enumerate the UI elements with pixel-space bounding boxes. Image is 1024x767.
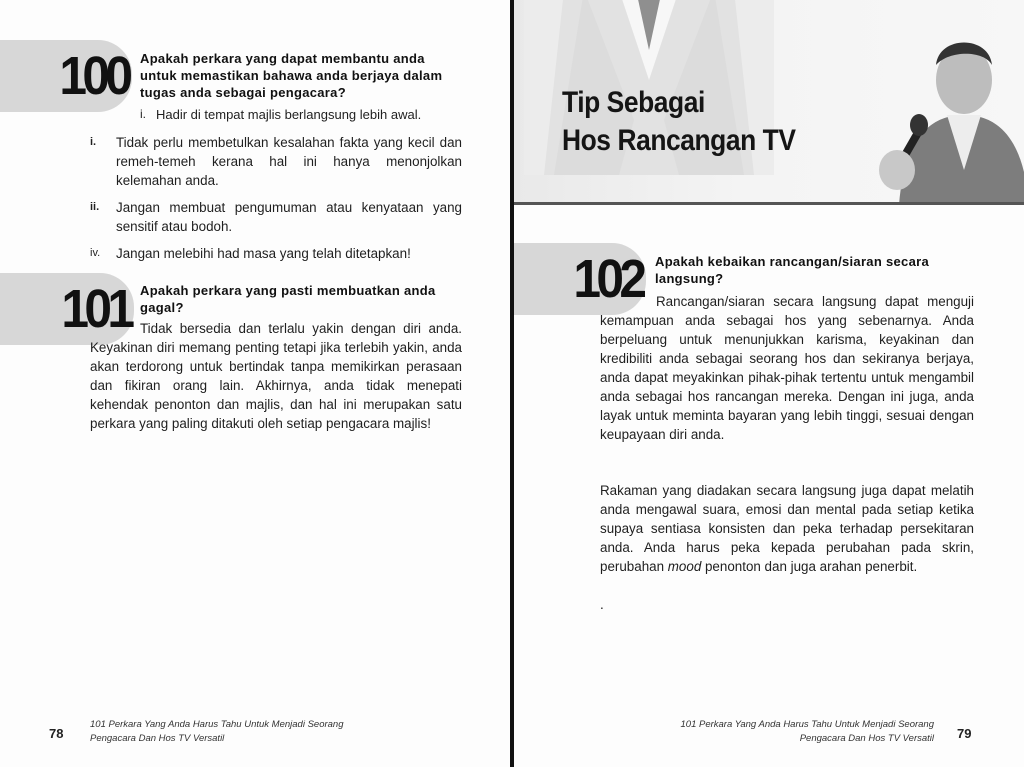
right-page: [514, 0, 1024, 767]
list-item-text: Jangan membuat pengumuman atau kenyataan yang sensitif atau bodoh.: [116, 200, 462, 234]
question-title: Apakah perkara yang pasti membuatkan anda gagal?: [140, 283, 436, 315]
list-marker: ii.: [90, 201, 100, 213]
footer-line: Pengacara Dan Hos TV Versatil: [799, 733, 934, 744]
list-item: [90, 198, 462, 236]
question-title: Apakah kebaikan rancangan/siaran secara langsung?: [655, 254, 930, 286]
question-number: 101: [61, 279, 131, 339]
answer-text-segment: penonton dan juga arahan penerbit.: [701, 559, 918, 574]
list-item-text: Tidak perlu membetulkan kesalahan fakta yang kecil dan remeh-temeh kerana hal ini hanya menonjolkan kelemahan anda.: [116, 135, 462, 188]
chapter-title-line: Hos Rancangan TV: [562, 124, 796, 157]
page-number: 78: [49, 726, 64, 741]
question-title: Apakah perkara yang dapat membantu anda untuk memastikan bahawa anda berjaya dalam tugas anda sebagai pengacara?: [140, 51, 443, 100]
list-item: [90, 244, 470, 263]
footer-line: 101 Perkara Yang Anda Harus Tahu Untuk Menjadi Seorang: [90, 719, 344, 730]
chapter-title-line: Tip Sebagai: [562, 86, 705, 119]
running-footer: [622, 718, 934, 746]
running-footer: [90, 718, 344, 746]
list-item: [140, 105, 465, 124]
header-divider: [514, 202, 1024, 205]
question-number: 100: [59, 46, 129, 106]
list-marker: i.: [140, 107, 146, 121]
question-number-tab: [0, 40, 132, 112]
answer-text: [600, 481, 974, 576]
question-number: 102: [573, 249, 643, 309]
list-marker: i.: [90, 136, 97, 148]
list-item-text: Hadir di tempat majlis berlangsung lebih awal.: [156, 107, 422, 122]
answer-text-segment: Rakaman yang diadakan secara langsung juga dapat melatih anda mengawal suara, emosi dan mental pada setiap ketika supaya sentiasa konsisten dan peka terhadap persekitaran anda. Anda harus peka kepada perubahan pada skrin, perubahan: [600, 483, 974, 574]
answer-text-italic: mood: [667, 559, 702, 574]
chapter-title: [562, 84, 796, 160]
presenter-photo: [859, 20, 1024, 205]
footer-line: Pengacara Dan Hos TV Versatil: [90, 733, 225, 744]
list-item-text: Jangan melebihi had masa yang telah ditetapkan!: [116, 246, 411, 261]
left-page: [0, 0, 510, 767]
trailing-dot: .: [600, 597, 604, 612]
answer-text: Tidak bersedia dan terlalu yakin dengan diri anda. Keyakinan diri memang penting tetapi jika terlebih yakin, anda akan terdorong untuk bertindak tanpa memikirkan perasaan dan fikiran orang lain. Akhirnya, anda tidak menepati kehendak penonton dan majlis, dan hal ini merupakan satu perkara yang paling ditakuti oleh setiap pengacara majlis!: [90, 321, 462, 431]
list-item: [90, 133, 462, 190]
footer-line: 101 Perkara Yang Anda Harus Tahu Untuk Menjadi Seorang: [680, 719, 934, 730]
answer-text: Rancangan/siaran secara langsung dapat menguji kemampuan anda sebagai hos yang sebenarnya. Anda berpeluang untuk menunjukkan karisma, keyakinan dan kredibiliti anda sebagai seorang hos dan sekiranya berjaya, anda dapat meyakinkan pihak-pihak tertentu untuk mengambil anda sebagai hos rancangan mereka. Dengan ini juga, anda layak untuk meminta bayaran yang lebih tinggi, sesuai dengan keupayaan diri anda.: [600, 294, 974, 442]
page-number: 79: [957, 726, 972, 741]
list-marker: iv.: [90, 247, 101, 259]
chapter-header-photo: [514, 0, 1024, 204]
